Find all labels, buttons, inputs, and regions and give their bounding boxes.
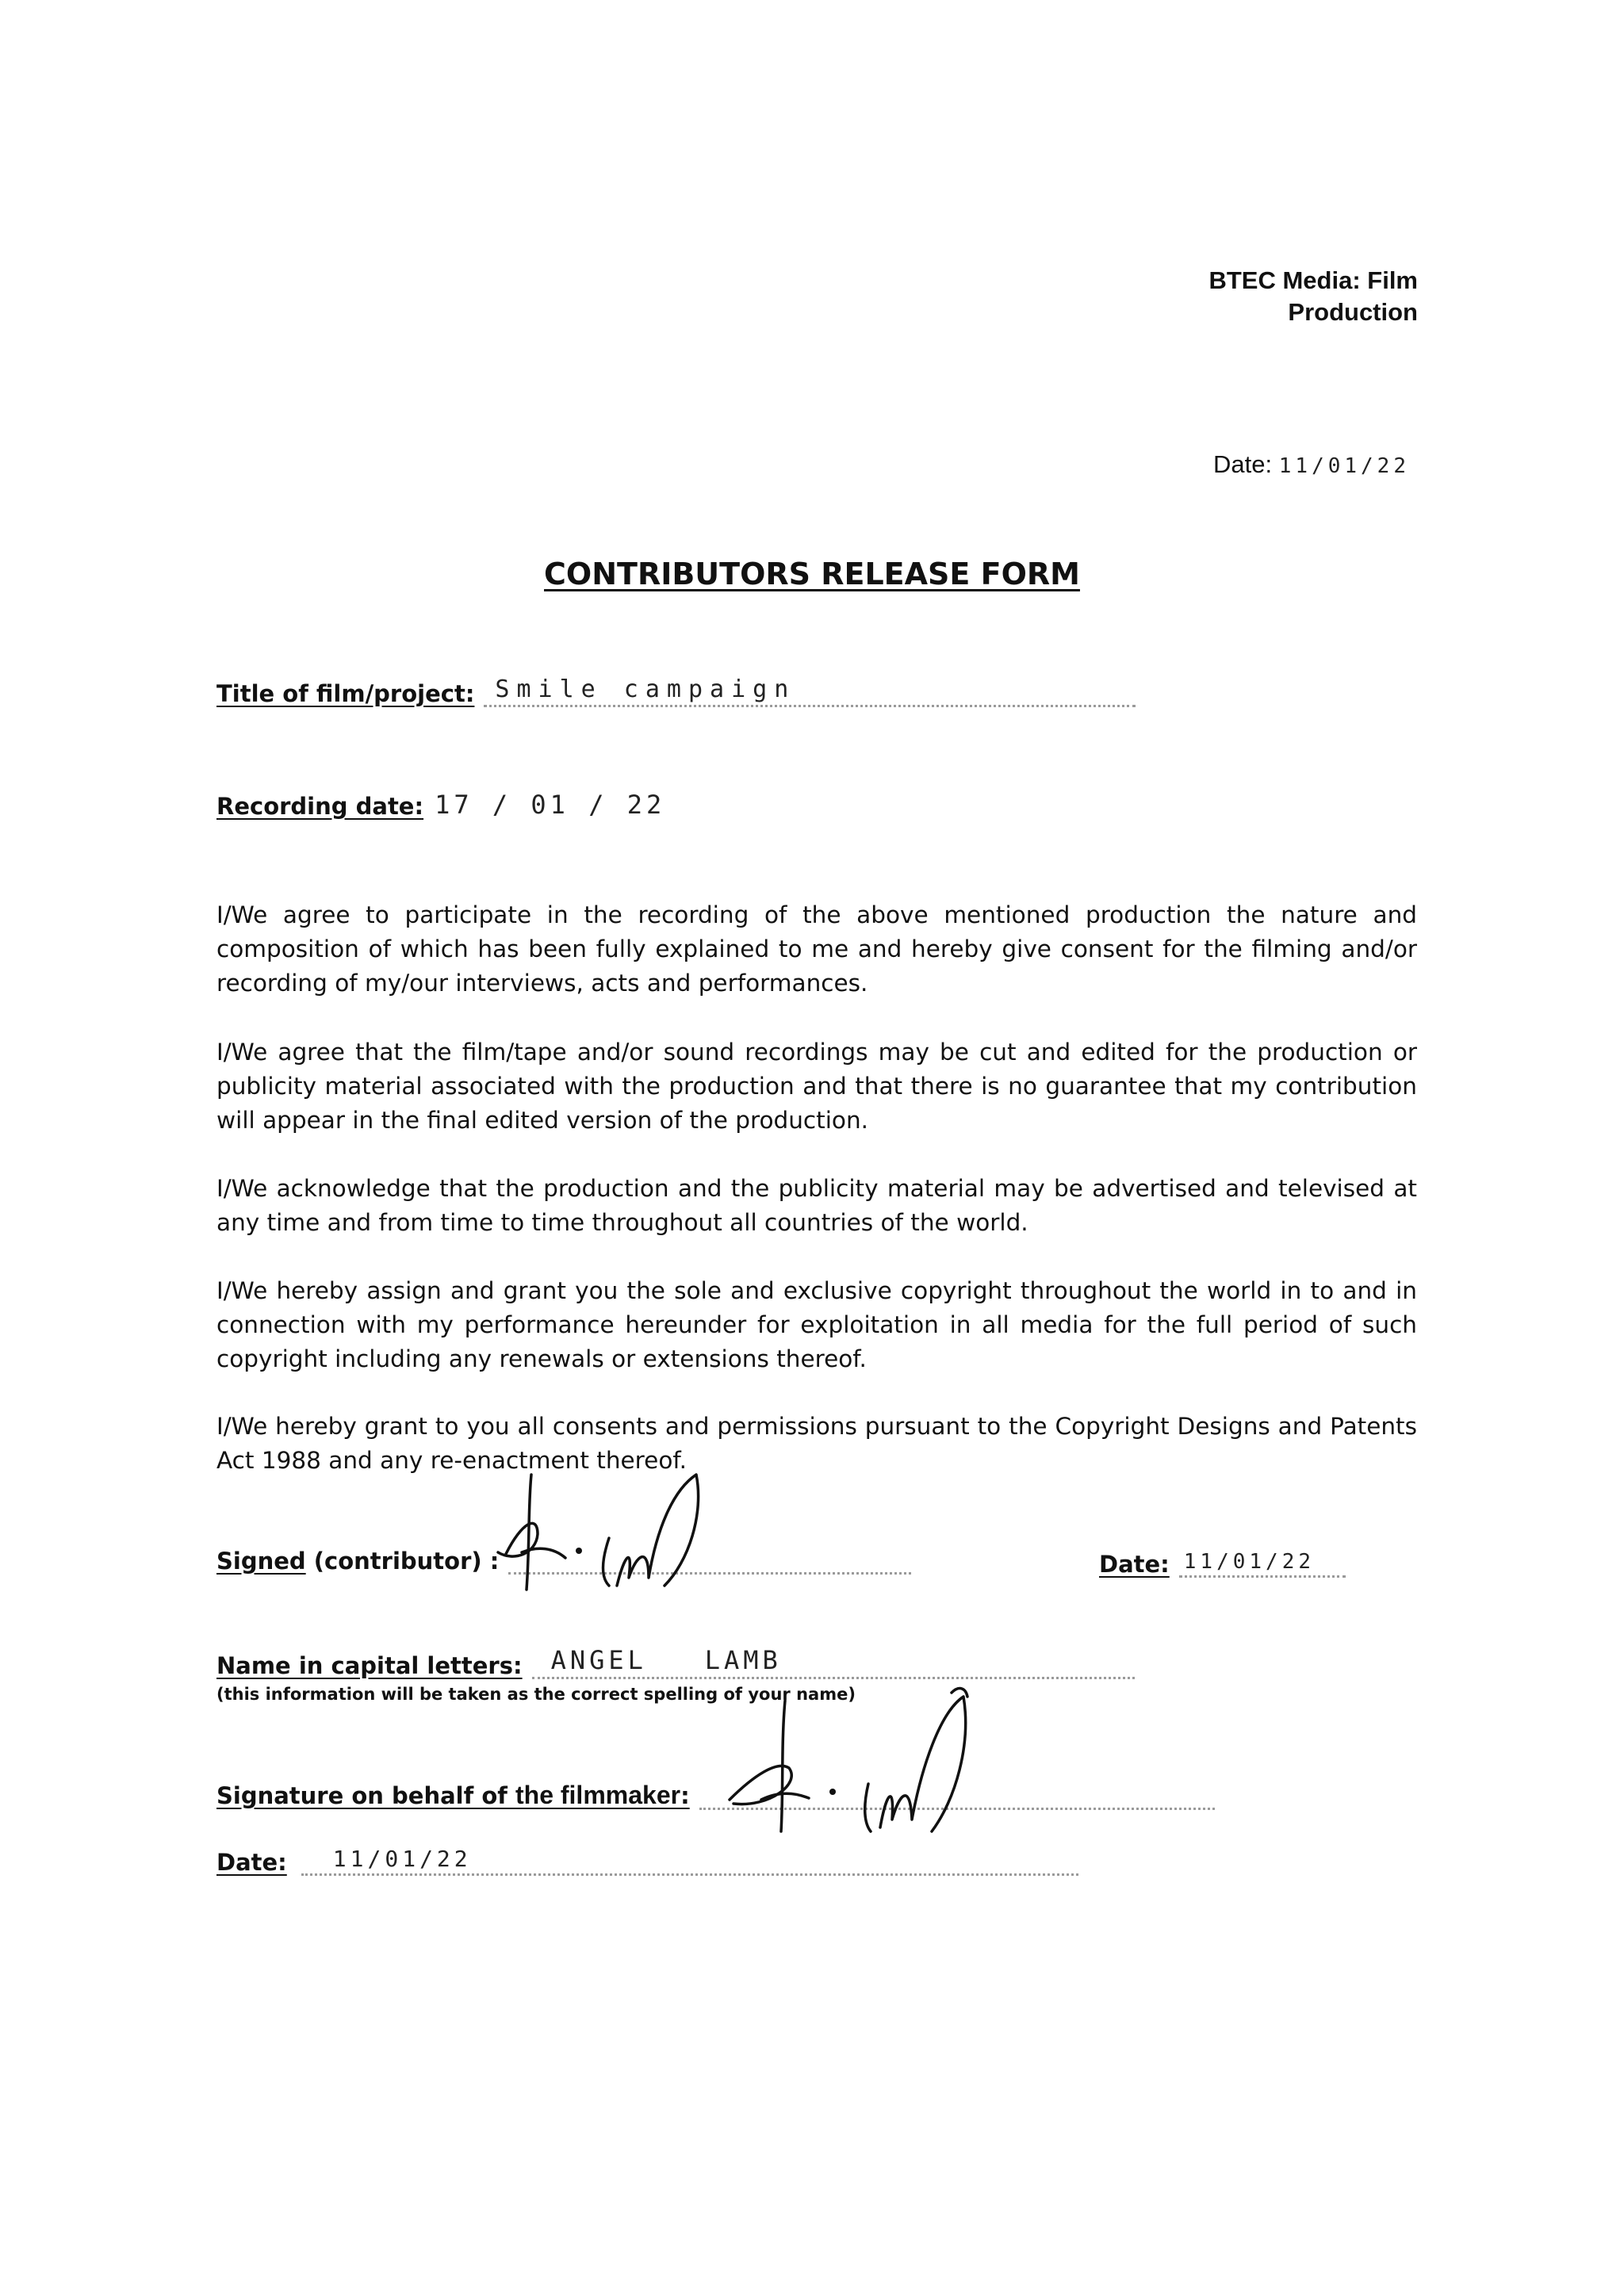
contributor-name-label: Name in capital letters: — [216, 1652, 523, 1679]
name-spelling-note: (this information will be taken as the correct spelling of your name) — [216, 1685, 856, 1704]
film-title-label: Title of film/project: — [216, 680, 475, 707]
consent-paragraph-2: I/We agree that the film/tape and/or sound recordings may be cut and edited for the production or publicity material associated with the production and that there is no guarantee that my contribution will appear in the final edited version of the production. — [216, 1039, 1417, 1134]
contributor-name-field — [216, 1645, 1135, 1679]
consent-paragraph-3: I/We acknowledge that the production and the publicity material may be advertised and televised at any time and from time to time throughout all countries of the world. — [216, 1175, 1417, 1236]
recording-date-value: 17 / 01 / 22 — [435, 790, 666, 820]
header-date-label: Date: — [1213, 450, 1273, 478]
course-header-line1: BTEC Media: Film — [1208, 266, 1418, 294]
film-title-value: Smile campaign — [495, 675, 796, 703]
contributor-name-line — [532, 1645, 1135, 1679]
contributor-signature-label: Signed (contributor) : — [216, 1548, 500, 1575]
course-header — [1208, 265, 1418, 328]
consent-paragraph-1: I/We agree to participate in the recording of the above mentioned production the nature and composition of which has been fully explained to me and hereby give consent for the filming and/or recording of my/our interviews, acts and performances. — [216, 901, 1417, 997]
recording-date-label: Recording date: — [216, 793, 424, 820]
contributor-date-line — [1179, 1550, 1346, 1578]
filmmaker-date-label: Date: — [216, 1849, 287, 1876]
filmmaker-date-field — [216, 1846, 1078, 1876]
header-date — [1213, 450, 1410, 479]
filmmaker-date-value: 11/01/22 — [332, 1846, 472, 1872]
form-title: CONTRIBUTORS RELEASE FORM — [544, 557, 1080, 591]
contributor-signature — [490, 1459, 728, 1601]
contributor-date-label: Date: — [1099, 1551, 1170, 1578]
film-title-line — [484, 675, 1136, 707]
recording-date-field — [216, 790, 665, 820]
course-header-line2: Production — [1288, 298, 1418, 326]
contributor-name-value: ANGEL LAMB — [550, 1645, 782, 1675]
consent-paragraph-5: I/We hereby grant to you all consents and permissions pursuant to the Copyright Designs and Patents Act 1988 and any re-enactment thereof. — [216, 1413, 1417, 1474]
contributor-date-field — [1099, 1551, 1346, 1578]
contributor-date-value: 11/01/22 — [1183, 1550, 1316, 1574]
consent-paragraph-4: I/We hereby assign and grant you the sole and exclusive copyright throughout the world in to and in connection with my performance hereunder for exploitation in all media for the full period of such copyright including any renewals or extensions thereof. — [216, 1277, 1417, 1372]
header-date-value: 11/01/22 — [1278, 454, 1410, 478]
film-title-field — [216, 675, 1136, 707]
filmmaker-signature-label: Signature on behalf of the filmmaker: — [216, 1781, 690, 1809]
filmmaker-date-line — [301, 1846, 1078, 1876]
filmmaker-signature — [714, 1681, 983, 1839]
